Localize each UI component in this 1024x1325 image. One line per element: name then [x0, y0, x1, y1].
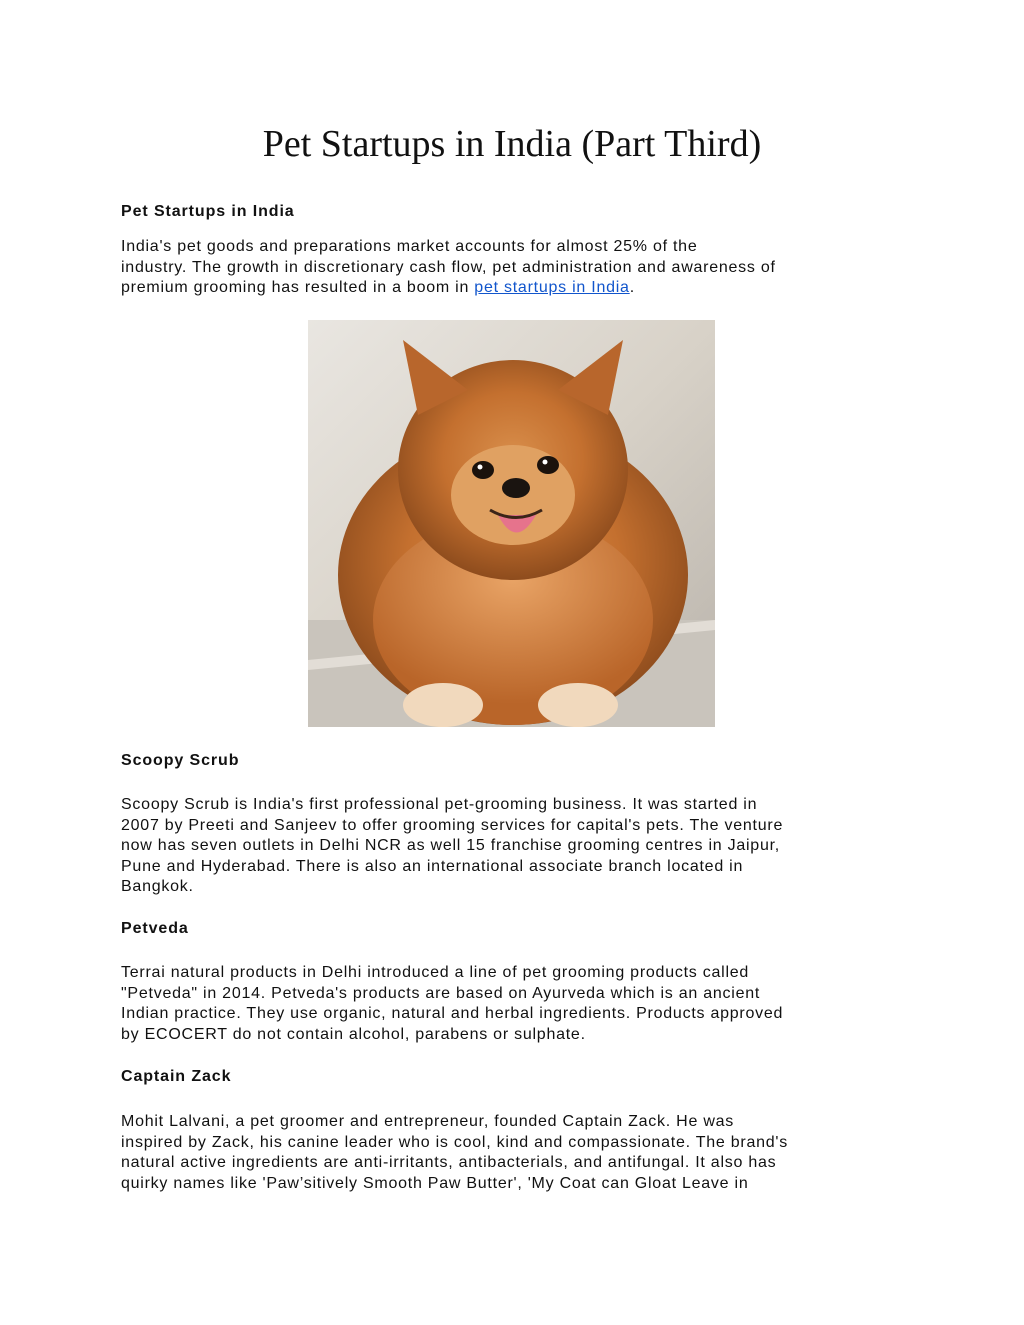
section-heading-scoopy-scrub: Scoopy Scrub — [121, 752, 240, 769]
paragraph-line: Scoopy Scrub is India's first professional pet-grooming business. It was started in — [121, 796, 758, 813]
intro-line: premium grooming has resulted in a boom in pet startups in India. — [121, 279, 635, 296]
section-heading-petveda: Petveda — [121, 920, 189, 937]
paragraph-line: Mohit Lalvani, a pet groomer and entrepreneur, founded Captain Zack. He was — [121, 1113, 735, 1130]
intro-line: industry. The growth in discretionary cash flow, pet administration and awareness of — [121, 258, 776, 276]
paragraph-line: Indian practice. They use organic, natural and herbal ingredients. Products approved — [121, 1005, 784, 1022]
paragraph-line: Terrai natural products in Delhi introduced a line of pet grooming products called — [121, 964, 750, 981]
page-title: Pet Startups in India (Part Third) — [262, 123, 762, 165]
paragraph-line: quirky names like 'Paw’sitively Smooth Paw Butter', 'My Coat can Gloat Leave in — [121, 1174, 749, 1192]
paragraph-line: by ECOCERT do not contain alcohol, parabens or sulphate. — [121, 1025, 586, 1043]
section-heading-captain-zack: Captain Zack — [121, 1068, 232, 1085]
intro-heading: Pet Startups in India — [121, 203, 295, 220]
pomeranian-photo — [308, 320, 715, 727]
section-paragraph-petveda — [121, 963, 911, 1045]
paragraph-line: Pune and Hyderabad. There is also an international associate branch located in — [121, 857, 744, 875]
paragraph-line: inspired by Zack, his canine leader who is cool, kind and compassionate. The brand's — [121, 1133, 788, 1151]
section-paragraph-captain-zack — [121, 1112, 911, 1194]
pet-startups-link[interactable]: pet startups in India — [474, 279, 630, 296]
dog-image-icon — [308, 320, 715, 727]
paragraph-line: natural active ingredients are anti-irritants, antibacterials, and antifungal. It also has — [121, 1154, 777, 1171]
paragraph-line: now has seven outlets in Delhi NCR as well 15 franchise grooming centres in Jaipur, — [121, 837, 780, 854]
section-paragraph-scoopy-scrub — [121, 795, 911, 898]
intro-line: India's pet goods and preparations market accounts for almost 25% of the — [121, 238, 698, 255]
paragraph-line: Bangkok. — [121, 878, 194, 895]
intro-paragraph — [121, 237, 911, 299]
paragraph-line: "Petveda" in 2014. Petveda's products are based on Ayurveda which is an ancient — [121, 984, 761, 1002]
paragraph-line: 2007 by Preeti and Sanjeev to offer grooming services for capital's pets. The venture — [121, 816, 784, 834]
